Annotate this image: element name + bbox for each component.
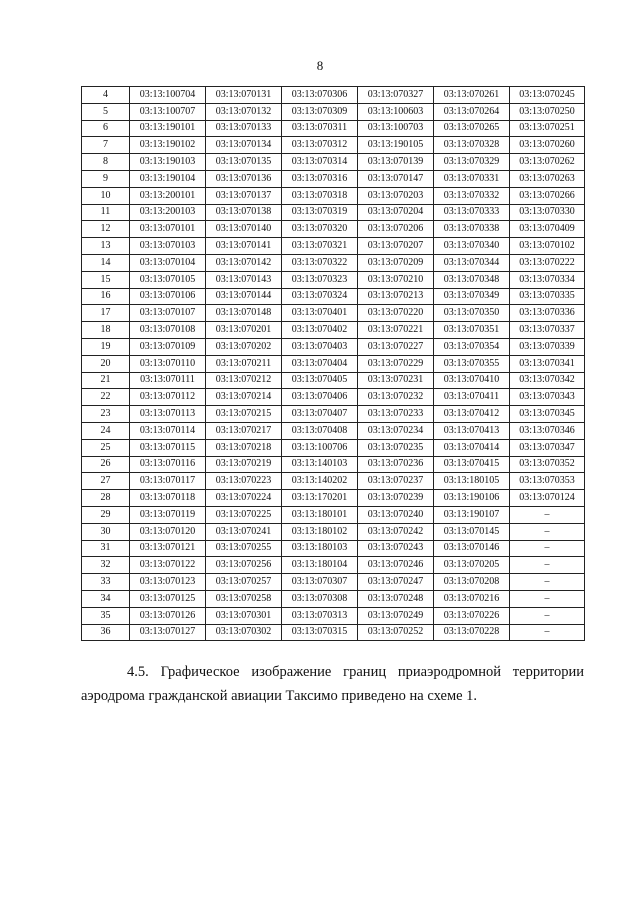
table-body (82, 87, 585, 641)
cadastral-number-cell: 03:13:070219 (206, 456, 282, 473)
cadastral-number-cell: 03:13:070125 (130, 590, 206, 607)
cadastral-number-cell: 03:13:070203 (358, 187, 434, 204)
row-number-cell: 4 (82, 87, 130, 104)
cadastral-number-cell: 03:13:070354 (434, 338, 510, 355)
cadastral-number-cell: 03:13:070413 (434, 422, 510, 439)
cadastral-number-cell: 03:13:070137 (206, 187, 282, 204)
cadastral-number-cell: 03:13:070318 (282, 187, 358, 204)
cadastral-number-cell: 03:13:070107 (130, 305, 206, 322)
cadastral-number-cell: 03:13:070102 (510, 238, 585, 255)
cadastral-number-cell: 03:13:070142 (206, 254, 282, 271)
row-number-cell: 14 (82, 254, 130, 271)
cadastral-number-cell: – (510, 557, 585, 574)
cadastral-number-cell: 03:13:070256 (206, 557, 282, 574)
row-number-cell: 15 (82, 271, 130, 288)
cadastral-number-cell: 03:13:100706 (282, 439, 358, 456)
cadastral-number-cell: 03:13:070108 (130, 322, 206, 339)
cadastral-number-cell: 03:13:070140 (206, 221, 282, 238)
table-row (82, 154, 585, 171)
table-row (82, 322, 585, 339)
cadastral-number-cell: 03:13:070266 (510, 187, 585, 204)
cadastral-number-cell: 03:13:070307 (282, 574, 358, 591)
cadastral-number-cell: – (510, 574, 585, 591)
cadastral-number-cell: 03:13:070213 (358, 288, 434, 305)
cadastral-number-cell: 03:13:070118 (130, 490, 206, 507)
cadastral-number-cell: – (510, 540, 585, 557)
cadastral-number-cell: 03:13:070410 (434, 372, 510, 389)
cadastral-number-cell: 03:13:070144 (206, 288, 282, 305)
cadastral-number-cell: 03:13:070211 (206, 355, 282, 372)
cadastral-number-cell: 03:13:200101 (130, 187, 206, 204)
row-number-cell: 7 (82, 137, 130, 154)
cadastral-number-cell: 03:13:070220 (358, 305, 434, 322)
cadastral-number-cell: 03:13:070147 (358, 170, 434, 187)
cadastral-number-cell: 03:13:070334 (510, 271, 585, 288)
table-row (82, 624, 585, 641)
cadastral-number-cell: 03:13:070313 (282, 607, 358, 624)
cadastral-number-cell: 03:13:070321 (282, 238, 358, 255)
cadastral-number-cell: 03:13:070233 (358, 406, 434, 423)
cadastral-number-cell: 03:13:180101 (282, 506, 358, 523)
cadastral-number-cell: 03:13:070133 (206, 120, 282, 137)
cadastral-number-cell: 03:13:070261 (434, 87, 510, 104)
cadastral-number-cell: 03:13:070212 (206, 372, 282, 389)
table-row (82, 137, 585, 154)
cadastral-number-cell: 03:13:070232 (358, 389, 434, 406)
cadastral-number-cell: 03:13:070243 (358, 540, 434, 557)
cadastral-number-cell: 03:13:070320 (282, 221, 358, 238)
cadastral-number-cell: 03:13:070255 (206, 540, 282, 557)
cadastral-number-cell: 03:13:070226 (434, 607, 510, 624)
cadastral-number-cell: 03:13:180102 (282, 523, 358, 540)
cadastral-number-cell: 03:13:070330 (510, 204, 585, 221)
cadastral-number-cell: 03:13:070323 (282, 271, 358, 288)
cadastral-number-cell: 03:13:070136 (206, 170, 282, 187)
row-number-cell: 13 (82, 238, 130, 255)
cadastral-number-cell: 03:13:070209 (358, 254, 434, 271)
cadastral-number-cell: 03:13:070339 (510, 338, 585, 355)
cadastral-number-cell: 03:13:070145 (434, 523, 510, 540)
cadastral-number-cell: 03:13:070340 (434, 238, 510, 255)
cadastral-number-cell: 03:13:070227 (358, 338, 434, 355)
cadastral-number-cell: 03:13:070223 (206, 473, 282, 490)
cadastral-number-cell: 03:13:070329 (434, 154, 510, 171)
cadastral-number-cell: 03:13:070240 (358, 506, 434, 523)
cadastral-number-cell: 03:13:070208 (434, 574, 510, 591)
cadastral-number-cell: 03:13:070241 (206, 523, 282, 540)
table-row (82, 607, 585, 624)
cadastral-number-cell: 03:13:070234 (358, 422, 434, 439)
page-number: 8 (316, 58, 324, 73)
cadastral-number-cell: 03:13:070260 (510, 137, 585, 154)
table-row (82, 221, 585, 238)
cadastral-number-cell: 03:13:070210 (358, 271, 434, 288)
table-row (82, 540, 585, 557)
table-row (82, 590, 585, 607)
table-row (82, 288, 585, 305)
cadastral-number-cell: 03:13:070308 (282, 590, 358, 607)
row-number-cell: 5 (82, 103, 130, 120)
cadastral-number-cell: 03:13:070246 (358, 557, 434, 574)
cadastral-number-cell: 03:13:070311 (282, 120, 358, 137)
cadastral-number-cell: 03:13:070405 (282, 372, 358, 389)
cadastral-number-cell: – (510, 624, 585, 641)
table-row (82, 490, 585, 507)
row-number-cell: 30 (82, 523, 130, 540)
row-number-cell: 28 (82, 490, 130, 507)
cadastral-number-cell: 03:13:070264 (434, 103, 510, 120)
cadastral-number-cell: 03:13:100707 (130, 103, 206, 120)
cadastral-number-cell: 03:13:070146 (434, 540, 510, 557)
cadastral-number-cell: 03:13:070403 (282, 338, 358, 355)
cadastral-number-cell: 03:13:070337 (510, 322, 585, 339)
cadastral-number-cell: 03:13:070239 (358, 490, 434, 507)
cadastral-number-cell: 03:13:070344 (434, 254, 510, 271)
cadastral-number-cell: 03:13:070143 (206, 271, 282, 288)
row-number-cell: 6 (82, 120, 130, 137)
cadastral-number-cell: 03:13:070315 (282, 624, 358, 641)
cadastral-number-cell: 03:13:070324 (282, 288, 358, 305)
cadastral-number-cell: 03:13:180105 (434, 473, 510, 490)
row-number-cell: 17 (82, 305, 130, 322)
cadastral-number-cell: 03:13:070148 (206, 305, 282, 322)
row-number-cell: 32 (82, 557, 130, 574)
cadastral-number-cell: 03:13:070351 (434, 322, 510, 339)
cadastral-number-cell: 03:13:070221 (358, 322, 434, 339)
cadastral-number-cell: 03:13:070332 (434, 187, 510, 204)
row-number-cell: 10 (82, 187, 130, 204)
cadastral-number-cell: 03:13:070115 (130, 439, 206, 456)
table-row (82, 422, 585, 439)
cadastral-number-cell: 03:13:070217 (206, 422, 282, 439)
cadastral-number-cell: 03:13:070126 (130, 607, 206, 624)
cadastral-number-cell: 03:13:180103 (282, 540, 358, 557)
cadastral-number-cell: 03:13:070231 (358, 372, 434, 389)
cadastral-number-cell: 03:13:070331 (434, 170, 510, 187)
row-number-cell: 9 (82, 170, 130, 187)
cadastral-number-cell: 03:13:070353 (510, 473, 585, 490)
cadastral-number-cell: 03:13:190101 (130, 120, 206, 137)
cadastral-number-cell: 03:13:070262 (510, 154, 585, 171)
cadastral-number-cell: 03:13:070342 (510, 372, 585, 389)
cadastral-number-cell: 03:13:070401 (282, 305, 358, 322)
table-row (82, 187, 585, 204)
cadastral-number-cell: 03:13:070411 (434, 389, 510, 406)
cadastral-number-cell: 03:13:070123 (130, 574, 206, 591)
table-row (82, 456, 585, 473)
cadastral-number-cell: 03:13:070112 (130, 389, 206, 406)
cadastral-parcels-table (81, 86, 585, 641)
cadastral-number-cell: 03:13:070218 (206, 439, 282, 456)
cadastral-number-cell: 03:13:070338 (434, 221, 510, 238)
table-row (82, 120, 585, 137)
cadastral-number-cell: 03:13:070252 (358, 624, 434, 641)
cadastral-number-cell: 03:13:070248 (358, 590, 434, 607)
cadastral-number-cell: 03:13:070134 (206, 137, 282, 154)
cadastral-number-cell: 03:13:070116 (130, 456, 206, 473)
cadastral-number-cell: 03:13:070247 (358, 574, 434, 591)
cadastral-number-cell: – (510, 523, 585, 540)
table-row (82, 338, 585, 355)
row-number-cell: 26 (82, 456, 130, 473)
cadastral-number-cell: 03:13:070335 (510, 288, 585, 305)
row-number-cell: 21 (82, 372, 130, 389)
cadastral-number-cell: 03:13:070312 (282, 137, 358, 154)
table-row (82, 103, 585, 120)
cadastral-number-cell: 03:13:070237 (358, 473, 434, 490)
cadastral-number-cell: 03:13:070236 (358, 456, 434, 473)
cadastral-number-cell: 03:13:070122 (130, 557, 206, 574)
row-number-cell: 16 (82, 288, 130, 305)
cadastral-number-cell: 03:13:070228 (434, 624, 510, 641)
cadastral-number-cell: 03:13:070412 (434, 406, 510, 423)
row-number-cell: 31 (82, 540, 130, 557)
row-number-cell: 33 (82, 574, 130, 591)
row-number-cell: 19 (82, 338, 130, 355)
cadastral-number-cell: 03:13:070216 (434, 590, 510, 607)
cadastral-number-cell: 03:13:070415 (434, 456, 510, 473)
cadastral-number-cell: 03:13:070402 (282, 322, 358, 339)
cadastral-number-cell: – (510, 607, 585, 624)
cadastral-number-cell: 03:13:070319 (282, 204, 358, 221)
row-number-cell: 20 (82, 355, 130, 372)
cadastral-number-cell: 03:13:070101 (130, 221, 206, 238)
table-row (82, 439, 585, 456)
cadastral-number-cell: 03:13:190106 (434, 490, 510, 507)
cadastral-number-cell: 03:13:070265 (434, 120, 510, 137)
row-number-cell: 18 (82, 322, 130, 339)
cadastral-number-cell: 03:13:070106 (130, 288, 206, 305)
cadastral-number-cell: 03:13:070355 (434, 355, 510, 372)
cadastral-number-cell: 03:13:070263 (510, 170, 585, 187)
table-row (82, 355, 585, 372)
cadastral-number-cell: 03:13:140103 (282, 456, 358, 473)
row-number-cell: 36 (82, 624, 130, 641)
cadastral-number-cell: 03:13:180104 (282, 557, 358, 574)
cadastral-number-cell: 03:13:070333 (434, 204, 510, 221)
cadastral-number-cell: 03:13:070348 (434, 271, 510, 288)
cadastral-number-cell: 03:13:070204 (358, 204, 434, 221)
cadastral-number-cell: 03:13:070229 (358, 355, 434, 372)
cadastral-number-cell: – (510, 590, 585, 607)
cadastral-number-cell: 03:13:070206 (358, 221, 434, 238)
table-row (82, 574, 585, 591)
cadastral-number-cell: 03:13:100703 (358, 120, 434, 137)
cadastral-number-cell: 03:13:070235 (358, 439, 434, 456)
cadastral-number-cell: 03:13:070343 (510, 389, 585, 406)
table-row (82, 389, 585, 406)
cadastral-number-cell: 03:13:190107 (434, 506, 510, 523)
cadastral-number-cell: 03:13:070111 (130, 372, 206, 389)
table-row (82, 254, 585, 271)
cadastral-number-cell: 03:13:070322 (282, 254, 358, 271)
cadastral-number-cell: 03:13:070121 (130, 540, 206, 557)
cadastral-number-cell: 03:13:070242 (358, 523, 434, 540)
table-row (82, 473, 585, 490)
cadastral-number-cell: 03:13:070301 (206, 607, 282, 624)
cadastral-number-cell: 03:13:070225 (206, 506, 282, 523)
cadastral-number-cell: – (510, 506, 585, 523)
row-number-cell: 29 (82, 506, 130, 523)
cadastral-number-cell: 03:13:070407 (282, 406, 358, 423)
cadastral-number-cell: 03:13:070114 (130, 422, 206, 439)
table-row (82, 406, 585, 423)
cadastral-number-cell: 03:13:070347 (510, 439, 585, 456)
cadastral-number-cell: 03:13:070409 (510, 221, 585, 238)
cadastral-number-cell: 03:13:070135 (206, 154, 282, 171)
cadastral-number-cell: 03:13:070205 (434, 557, 510, 574)
cadastral-number-cell: 03:13:140202 (282, 473, 358, 490)
table-row (82, 506, 585, 523)
cadastral-number-cell: 03:13:200103 (130, 204, 206, 221)
cadastral-number-cell: 03:13:070104 (130, 254, 206, 271)
row-number-cell: 25 (82, 439, 130, 456)
cadastral-number-cell: 03:13:070404 (282, 355, 358, 372)
cadastral-number-cell: 03:13:070127 (130, 624, 206, 641)
cadastral-number-cell: 03:13:070345 (510, 406, 585, 423)
cadastral-number-cell: 03:13:070350 (434, 305, 510, 322)
row-number-cell: 35 (82, 607, 130, 624)
cadastral-number-cell: 03:13:070119 (130, 506, 206, 523)
cadastral-number-cell: 03:13:070110 (130, 355, 206, 372)
cadastral-number-cell: 03:13:070138 (206, 204, 282, 221)
cadastral-number-cell: 03:13:070113 (130, 406, 206, 423)
row-number-cell: 34 (82, 590, 130, 607)
cadastral-number-cell: 03:13:070314 (282, 154, 358, 171)
cadastral-number-cell: 03:13:070341 (510, 355, 585, 372)
row-number-cell: 22 (82, 389, 130, 406)
cadastral-number-cell: 03:13:070352 (510, 456, 585, 473)
cadastral-number-cell: 03:13:070117 (130, 473, 206, 490)
cadastral-number-cell: 03:13:070201 (206, 322, 282, 339)
cadastral-number-cell: 03:13:070406 (282, 389, 358, 406)
cadastral-number-cell: 03:13:070202 (206, 338, 282, 355)
cadastral-number-cell: 03:13:070250 (510, 103, 585, 120)
cadastral-number-cell: 03:13:070328 (434, 137, 510, 154)
row-number-cell: 27 (82, 473, 130, 490)
cadastral-number-cell: 03:13:070222 (510, 254, 585, 271)
cadastral-number-cell: 03:13:070245 (510, 87, 585, 104)
cadastral-number-cell: 03:13:070414 (434, 439, 510, 456)
cadastral-number-cell: 03:13:070346 (510, 422, 585, 439)
cadastral-number-cell: 03:13:070103 (130, 238, 206, 255)
cadastral-number-cell: 03:13:190103 (130, 154, 206, 171)
cadastral-number-cell: 03:13:070131 (206, 87, 282, 104)
cadastral-number-cell: 03:13:190105 (358, 137, 434, 154)
table-row (82, 372, 585, 389)
table-row (82, 204, 585, 221)
cadastral-number-cell: 03:13:070408 (282, 422, 358, 439)
cadastral-number-cell: 03:13:070139 (358, 154, 434, 171)
cadastral-number-cell: 03:13:070251 (510, 120, 585, 137)
cadastral-number-cell: 03:13:070207 (358, 238, 434, 255)
cadastral-number-cell: 03:13:190102 (130, 137, 206, 154)
row-number-cell: 8 (82, 154, 130, 171)
cadastral-number-cell: 03:13:070349 (434, 288, 510, 305)
table-row (82, 87, 585, 104)
cadastral-number-cell: 03:13:100603 (358, 103, 434, 120)
row-number-cell: 12 (82, 221, 130, 238)
row-number-cell: 11 (82, 204, 130, 221)
cadastral-number-cell: 03:13:190104 (130, 170, 206, 187)
cadastral-number-cell: 03:13:070257 (206, 574, 282, 591)
cadastral-number-cell: 03:13:070124 (510, 490, 585, 507)
table-row (82, 238, 585, 255)
row-number-cell: 23 (82, 406, 130, 423)
cadastral-number-cell: 03:13:070120 (130, 523, 206, 540)
cadastral-number-cell: 03:13:070215 (206, 406, 282, 423)
row-number-cell: 24 (82, 422, 130, 439)
table-row (82, 523, 585, 540)
cadastral-number-cell: 03:13:070132 (206, 103, 282, 120)
cadastral-number-cell: 03:13:070336 (510, 305, 585, 322)
paragraph-4-5: 4.5. Графическое изображение границ приаэродромной территории аэродрома гражданской авиации Таксимо приведено на схеме 1. (81, 664, 584, 704)
cadastral-number-cell: 03:13:070105 (130, 271, 206, 288)
cadastral-number-cell: 03:13:070327 (358, 87, 434, 104)
table-row (82, 557, 585, 574)
table-row (82, 305, 585, 322)
table-row (82, 170, 585, 187)
cadastral-number-cell: 03:13:070302 (206, 624, 282, 641)
cadastral-number-cell: 03:13:070258 (206, 590, 282, 607)
cadastral-number-cell: 03:13:070316 (282, 170, 358, 187)
cadastral-number-cell: 03:13:070306 (282, 87, 358, 104)
cadastral-number-cell: 03:13:070214 (206, 389, 282, 406)
cadastral-number-cell: 03:13:070109 (130, 338, 206, 355)
cadastral-number-cell: 03:13:070224 (206, 490, 282, 507)
cadastral-number-cell: 03:13:100704 (130, 87, 206, 104)
table-row (82, 271, 585, 288)
cadastral-number-cell: 03:13:070249 (358, 607, 434, 624)
cadastral-number-cell: 03:13:170201 (282, 490, 358, 507)
cadastral-number-cell: 03:13:070309 (282, 103, 358, 120)
cadastral-number-cell: 03:13:070141 (206, 238, 282, 255)
